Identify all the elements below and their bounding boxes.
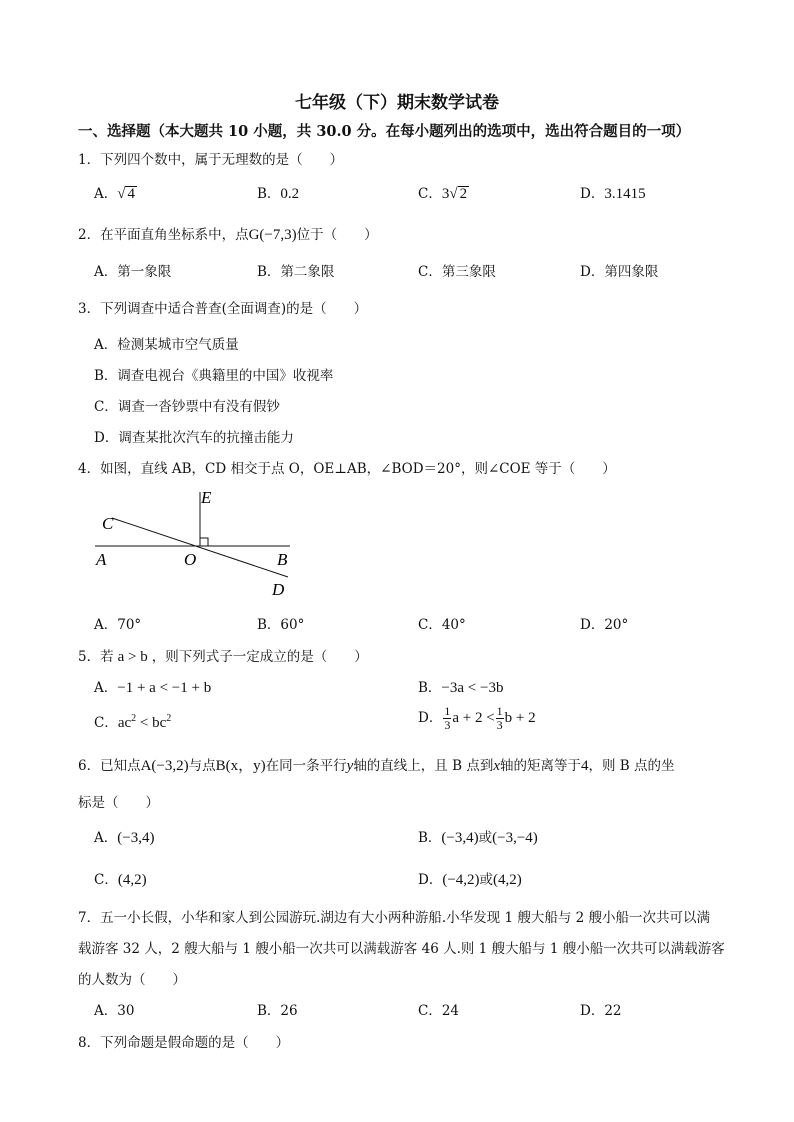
q7-option-c: C．24 bbox=[418, 1003, 460, 1019]
q2-option-a: A．第一象限 bbox=[94, 264, 172, 280]
question-7-stem-line-3: 的人数为（ ） bbox=[78, 972, 186, 988]
q4-option-a: A．70° bbox=[94, 617, 142, 633]
q2-option-d: D．第四象限 bbox=[580, 264, 659, 280]
q2-option-b: B．第二象限 bbox=[257, 264, 335, 280]
label-b: B bbox=[277, 550, 288, 569]
q2-option-c: C．第三象限 bbox=[418, 264, 496, 280]
q4-option-c: C．40° bbox=[418, 617, 466, 633]
q1-option-d: D．3.1415 bbox=[580, 186, 646, 202]
fraction-one-third: $\frac{1}{3}$ bbox=[496, 704, 503, 732]
q5-option-a: A．−1 + a < −1 + b bbox=[94, 680, 212, 696]
q4-option-d: D．20° bbox=[580, 617, 629, 633]
q4-option-b: B．60° bbox=[257, 617, 305, 633]
question-2-stem: 2．在平面直角坐标系中，点G(−7,3)位于（ ） bbox=[78, 227, 378, 243]
q6-option-a: A．(−3,4) bbox=[94, 830, 155, 846]
q1-option-c: C．3√ 2 bbox=[418, 186, 468, 202]
q7-option-b: B．26 bbox=[257, 1003, 298, 1019]
fraction-one-third: $\frac{1}{3}$ bbox=[444, 704, 451, 732]
q1-option-b: B．0.2 bbox=[257, 186, 300, 202]
q3-option-a: A．检测某城市空气质量 bbox=[94, 337, 239, 353]
q6-option-d: D．(−4,2)或(4,2) bbox=[418, 872, 522, 888]
q6-option-c: C．(4,2) bbox=[94, 872, 147, 888]
page-title: 七年级（下）期末数学试卷 bbox=[295, 93, 499, 113]
label-c: C bbox=[102, 514, 114, 533]
label-e: E bbox=[201, 488, 212, 507]
label-d: D bbox=[272, 580, 285, 599]
q5-option-b: B．−3a < −3b bbox=[418, 680, 504, 696]
intersecting-lines-figure bbox=[90, 484, 310, 602]
question-3-stem: 3．下列调查中适合普查(全面调查)的是（ ） bbox=[78, 301, 368, 317]
q6-option-b: B．(−3,4)或(−3,−4) bbox=[418, 830, 538, 846]
question-6-stem-line-1: 6．已知点A(−3,2)与点B(x，y)在同一条平行y轴的直线上，且 B 点到x轴的矩离等于4，则 B 点的坐 bbox=[78, 758, 675, 774]
q1-option-a: A．√ 4 bbox=[94, 186, 135, 202]
q7-option-a: A．30 bbox=[94, 1003, 135, 1019]
question-4-stem: 4．如图，直线 AB，CD 相交于点 O，OE⊥AB，∠BOD＝20°，则∠COE 等于（ ） bbox=[78, 461, 616, 477]
question-1-stem: 1．下列四个数中，属于无理数的是（ ） bbox=[78, 152, 344, 168]
section-heading: 一、选择题（本大题共 10 小题，共 30.0 分。在每小题列出的选项中，选出符合题目的一项） bbox=[78, 123, 691, 140]
q7-option-d: D．22 bbox=[580, 1003, 622, 1019]
q3-option-c: C．调查一沓钞票中有没有假钞 bbox=[94, 399, 280, 415]
q5-option-d: D． $\frac{1}{3}$ a + 2 < $\frac{1}{3}$ b + 2 bbox=[418, 704, 536, 732]
label-o: O bbox=[184, 550, 197, 569]
right-angle-mark bbox=[200, 538, 208, 546]
question-7-stem-line-2: 载游客 32 人，2 艘大船与 1 艘小船一次共可以满载游客 46 人.则 1 艘大船与 1 艘小船一次共可以满载游客 bbox=[78, 941, 725, 957]
question-5-stem: 5．若 a > b ，则下列式子一定成立的是（ ） bbox=[78, 649, 368, 665]
q3-option-d: D．调查某批次汽车的抗撞击能力 bbox=[94, 430, 294, 446]
q5-option-c: C．$ac^2 < bc^2$ bbox=[94, 713, 172, 731]
label-a: A bbox=[96, 550, 107, 569]
question-6-stem-line-2: 标是（ ） bbox=[78, 795, 159, 811]
question-7-stem-line-1: 7．五一小长假，小华和家人到公园游玩.湖边有大小两种游船.小华发现 1 艘大船与 2 艘小船一次共可以满 bbox=[78, 910, 711, 926]
q3-option-b: B．调查电视台《典籍里的中国》收视率 bbox=[94, 368, 334, 384]
question-8-stem: 8．下列命题是假命题的是（ ） bbox=[78, 1035, 290, 1051]
